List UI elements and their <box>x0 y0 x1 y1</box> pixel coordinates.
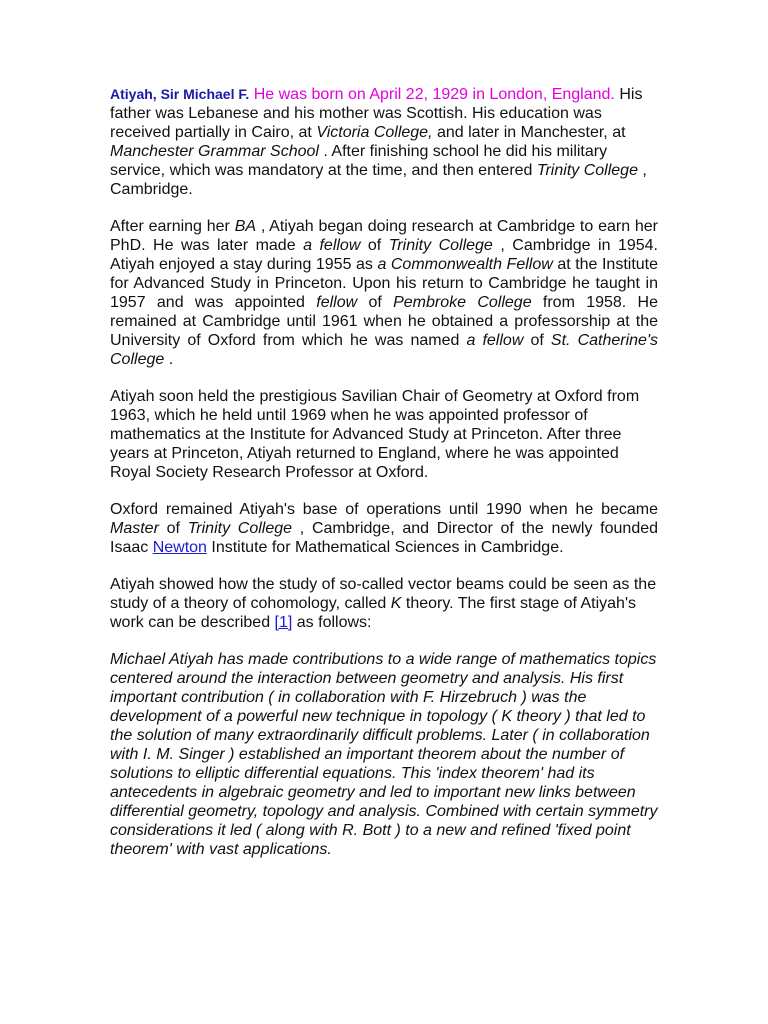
text-run: of <box>523 332 551 349</box>
text-run: , Cambridge. <box>110 162 647 198</box>
text-run: . After finishing school he did his military service, which was mandatory at the time, and then entered <box>110 143 608 179</box>
text-run: as follows: <box>292 614 372 631</box>
italic-run: Trinity College <box>536 162 638 179</box>
quoted-description <box>110 650 658 859</box>
paragraph-savilian-chair <box>110 387 658 482</box>
paragraph-k-theory <box>110 575 658 632</box>
italic-run: BA <box>234 218 257 235</box>
text-run: Atiyah showed how the study of so-called vector beams could be seen as the study of a theory of cohomology, called <box>110 576 657 612</box>
document-page <box>110 85 658 877</box>
italic-run: Pembroke College <box>393 294 532 311</box>
italic-run: Trinity College <box>187 520 293 537</box>
italic-run: fellow <box>316 294 358 311</box>
reference-link[interactable]: [1] <box>274 614 293 631</box>
italic-run: a Commonwealth Fellow <box>377 256 553 273</box>
paragraph-career <box>110 217 658 369</box>
italic-run: Manchester Grammar School <box>110 143 319 160</box>
text-run: After earning her <box>110 218 235 235</box>
text-run: of <box>360 237 389 254</box>
italic-run: Trinity College <box>388 237 493 254</box>
italic-run: a fellow <box>466 332 524 349</box>
italic-run: a fellow <box>303 237 361 254</box>
text-run: , Cambridge in 1954. Atiyah enjoyed a stay during 1955 as <box>110 237 659 273</box>
text-run: of <box>158 520 188 537</box>
text-run: at the Institute for Advanced Study in Princeton. Upon his return to Cambridge he taught in 1957 and was appointed <box>110 256 659 311</box>
italic-run: K <box>390 595 402 612</box>
italic-run: St. Catherine's College <box>110 332 659 368</box>
text-run: from 1958. He remained at Cambridge until 1961 when he obtained a professorship at the University of Oxford from which he was named <box>110 294 658 349</box>
text-run: Michael Atiyah has made contributions to a wide range of mathematics topics centered around the interaction between geometry and analysis. His first important contribution ( in collaboration with F. Hirzebruch ) was the development of a powerful new technique in topology ( K theory ) that led to the solution of many extraordinarily difficult problems. Later ( in collaboration with I. M. Singer ) established an important theorem about the number of solutions to elliptic differential equations. This 'index theorem' had its antecedents in algebraic geometry and led to important new links between differential geometry, topology and analysis. Combined with certain symmetry considerations it led ( along with R. Bott ) to a new and refined 'fixed point theorem' with vast applications. <box>110 651 658 858</box>
text-run: Institute for Mathematical Sciences in Cambridge. <box>206 539 564 556</box>
text-run: , Atiyah began doing research at Cambridge to earn her PhD. He was later made <box>110 218 659 254</box>
italic-run: Victoria College, <box>316 124 433 141</box>
text-run: . <box>164 351 174 368</box>
subject-name: Atiyah, Sir Michael F. <box>110 86 250 102</box>
text-run: Atiyah soon held the prestigious Savilian Chair of Geometry at Oxford from 1963, which he held until 1969 when he was appointed professor of mathematics at the Institute for Advanced Study at Princeton. After three years at Princeton, Atiyah returned to England, where he was appointed Royal Society Research Professor at Oxford. <box>110 388 640 481</box>
text-run: His father was Lebanese and his mother was Scottish. His education was received partially in Cairo, at <box>110 86 643 141</box>
text-run: theory. The first stage of Atiyah's work can be described <box>110 595 636 631</box>
text-run: , Cambridge, and Director of the newly founded Isaac <box>110 520 659 556</box>
italic-run: Master <box>110 520 159 537</box>
text-run: of <box>357 294 394 311</box>
text-run: Oxford remained Atiyah's base of operations until 1990 when he became <box>110 501 658 518</box>
birth-sentence: He was born on April 22, 1929 in London, England. <box>253 86 615 103</box>
newton-link[interactable]: Newton <box>152 539 207 556</box>
text-run: and later in Manchester, at <box>432 124 626 141</box>
paragraph-oxford <box>110 500 658 557</box>
paragraph-biography-intro <box>110 85 658 199</box>
